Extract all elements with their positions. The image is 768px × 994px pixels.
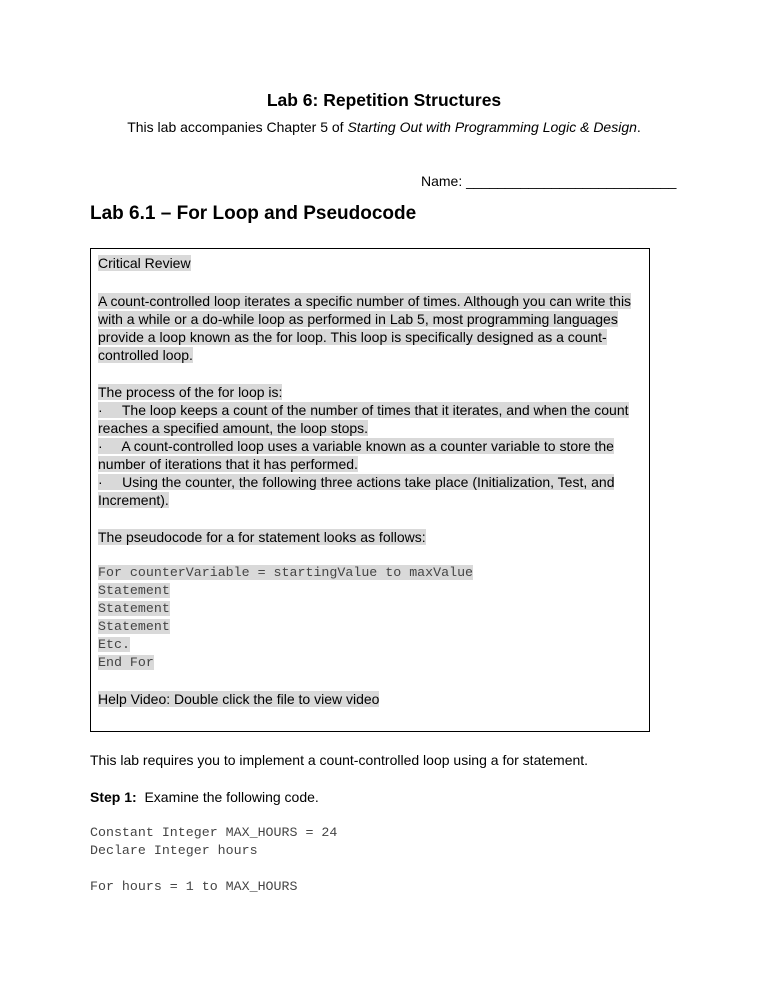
code-line: Declare Integer hours (90, 843, 258, 858)
review-paragraph-line: provide a loop known as the for loop. This loop is specifically designed as a count- (98, 329, 607, 345)
review-paragraph-line: with a while or a do-while loop as performed in Lab 5, most programming languages (98, 311, 618, 327)
book-title: Starting Out with Programming Logic & Design (347, 119, 637, 135)
code-line: Constant Integer MAX_HOURS = 24 (90, 825, 338, 840)
process-intro: The process of the for loop is: (98, 384, 283, 400)
step-1-text: Examine the following code. (136, 789, 319, 805)
pseudocode-line: Statement (98, 583, 170, 598)
process-line: Increment). (98, 492, 169, 508)
process-line: number of iterations that it has performed. (98, 456, 358, 472)
section-heading: Lab 6.1 – For Loop and Pseudocode (90, 203, 417, 224)
process-line: reaches a specified amount, the loop stops. (98, 420, 369, 436)
pseudocode-line: Statement (98, 619, 170, 634)
review-paragraph-line: A count-controlled loop iterates a specific number of times. Although you can write this (98, 293, 632, 309)
pseudocode-line: End For (98, 655, 154, 670)
pseudocode-line: For counterVariable = startingValue to maxValue (98, 565, 474, 580)
review-heading: Critical Review (98, 255, 191, 271)
subtitle-prefix: This lab accompanies Chapter 5 of (127, 119, 348, 135)
pseudocode-intro: The pseudocode for a for statement looks as follows: (98, 529, 426, 545)
review-paragraph-line: controlled loop. (98, 347, 193, 363)
help-video-link[interactable]: Help Video: Double click the file to view video (98, 691, 380, 707)
process-line: · Using the counter, the following three actions take place (Initialization, Test, and (98, 474, 615, 490)
step-1 (90, 788, 319, 806)
document-subtitle (0, 119, 768, 135)
code-line: For hours = 1 to MAX_HOURS (90, 879, 298, 894)
subtitle-suffix: . (636, 119, 641, 135)
name-field: Name: ___________________________ (421, 173, 677, 189)
intro-text: This lab requires you to implement a count-controlled loop using a for statement. (90, 752, 589, 768)
process-line: · The loop keeps a count of the number of times that it iterates, and when the count (98, 402, 629, 418)
process-line: · A count-controlled loop uses a variable known as a counter variable to store the (98, 438, 614, 454)
critical-review-box (90, 248, 650, 732)
pseudocode-line: Etc. (98, 637, 130, 652)
step-1-label: Step 1: (90, 789, 137, 805)
document-title: Lab 6: Repetition Structures (266, 90, 502, 110)
pseudocode-line: Statement (98, 601, 170, 616)
